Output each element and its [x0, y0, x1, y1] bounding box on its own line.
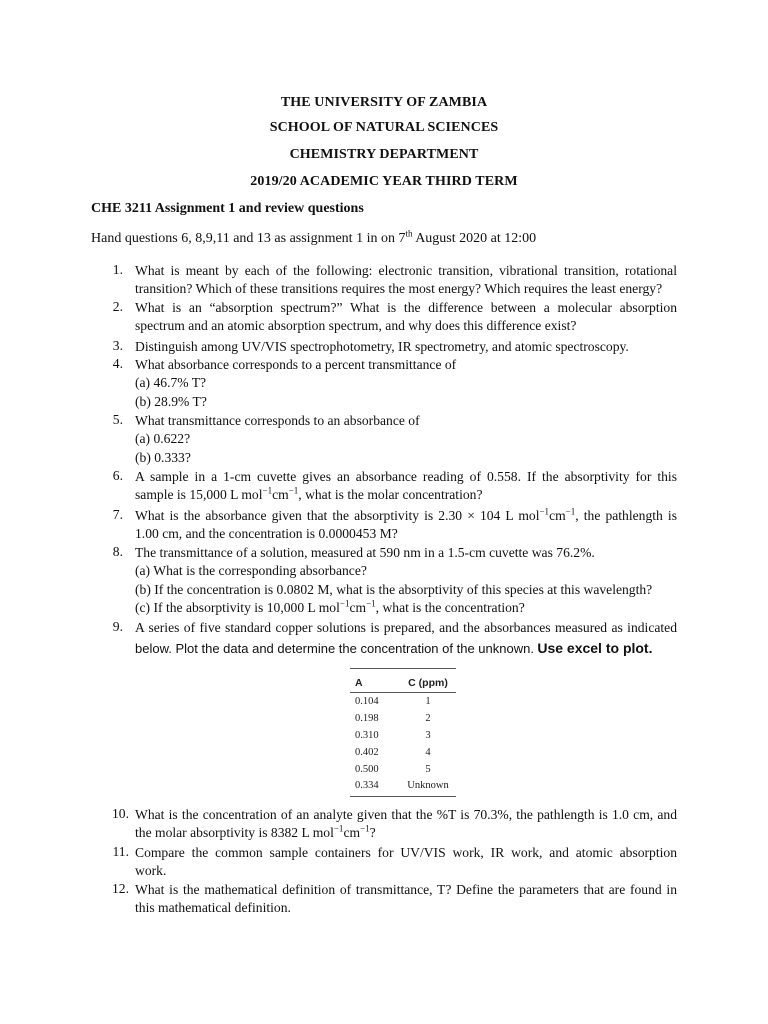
question-number: 1.: [112, 262, 123, 277]
table-cell-concentration: 5: [425, 764, 431, 775]
question-text: [135, 468, 677, 505]
superscript: −1: [333, 823, 344, 834]
table-bottom-rule: [350, 796, 456, 797]
question-part-c: [135, 599, 677, 617]
question-text: [135, 507, 677, 544]
assignment-subtitle: CHE 3211 Assignment 1 and review questions: [91, 201, 364, 216]
superscript: −1: [339, 598, 350, 609]
question-part-a: (a) 0.622?: [135, 431, 191, 447]
text-run: ?: [369, 825, 376, 841]
table-cell-concentration: 1: [425, 696, 431, 707]
question-line: What transmittance corresponds to an absorbance of: [135, 413, 420, 428]
question-line: Distinguish among UV/VIS spectrophotometry, IR spectrometry, and atomic spectroscopy.: [135, 339, 629, 354]
text-run: cm: [272, 487, 289, 503]
question-line: A series of five standard copper solutions is prepared, and the absorbances measured as indicated: [135, 620, 677, 635]
question-number: 7.: [112, 507, 123, 522]
question-part-b: (b) If the concentration is 0.0802 M, what is the absorptivity of this species at this wavelength?: [135, 581, 653, 597]
table-header-rule: [350, 692, 456, 693]
question-line: 1.00 cm, and the concentration is 0.0000453 M?: [135, 526, 398, 542]
university-title: THE UNIVERSITY OF ZAMBIA: [280, 95, 488, 110]
table-header-c: C (ppm): [408, 677, 448, 689]
question-line: [135, 486, 677, 504]
text-run: , what is the molar concentration?: [298, 487, 483, 503]
table-cell-absorbance: 0.104: [355, 696, 379, 707]
question-line: A sample in a 1-cm cuvette gives an absorbance reading of 0.558. If the absorptivity for this: [135, 469, 677, 484]
superscript: −1: [360, 823, 370, 834]
intro-instructions: [91, 228, 537, 247]
question-text: [135, 544, 677, 618]
question-number: 2.: [112, 299, 123, 314]
question-line: [135, 507, 677, 525]
question-text: [135, 412, 677, 467]
question-line: What is the concentration of an analyte given that the %T is 70.3%, the pathlength is 1.0 cm, and: [135, 807, 677, 822]
superscript: −1: [366, 598, 376, 609]
question-text: [135, 356, 677, 411]
term-title: 2019/20 ACADEMIC YEAR THIRD TERM: [250, 174, 518, 189]
superscript: −1: [262, 485, 273, 496]
intro-text-end: August 2020 at 12:00: [412, 231, 537, 246]
question-number: 3.: [112, 338, 123, 353]
question-number: 5.: [112, 412, 123, 427]
superscript: −1: [565, 506, 576, 517]
table-cell-absorbance: 0.310: [355, 730, 379, 741]
intro-text: Hand questions 6, 8,9,11 and 13 as assignment 1 in on 7: [91, 231, 406, 246]
table-cell-absorbance: 0.500: [355, 764, 379, 775]
excel-instruction: Use excel to plot.: [537, 640, 653, 657]
question-line: transition? Which of these transitions requires the most energy? Which requires the least energy?: [135, 281, 663, 297]
table-cell-absorbance: 0.402: [355, 747, 379, 758]
table-cell-absorbance: 0.334: [355, 780, 379, 791]
superscript: −1: [539, 506, 550, 517]
question-text: [135, 881, 677, 918]
question-line: What is an “absorption spectrum?” What is the difference between a molecular absorption: [135, 300, 677, 315]
question-part-b: (b) 0.333?: [135, 449, 191, 465]
question-number: 6.: [112, 468, 123, 483]
question-line: work.: [135, 863, 167, 879]
question-text: [135, 299, 677, 336]
question-text: [135, 619, 677, 659]
text-run: , what is the concentration?: [375, 600, 525, 616]
table-header-a: A: [355, 677, 363, 689]
table-cell-concentration: 4: [425, 747, 431, 758]
question-line: [135, 639, 677, 658]
question-part-b: (b) 28.9% T?: [135, 393, 207, 409]
table-cell-absorbance: 0.198: [355, 713, 379, 724]
text-run: What is the absorbance given that the absorptivity is 2.30 × 104 L mol: [135, 508, 540, 523]
intro-sup: th: [405, 228, 413, 239]
question-number: 8.: [112, 544, 123, 559]
question-line: spectrum and an atomic absorption spectrum, and why does this difference exist?: [135, 318, 577, 334]
question-line: What absorbance corresponds to a percent transmittance of: [135, 357, 457, 372]
text-run: cm: [349, 600, 367, 616]
text-run: cm: [343, 825, 361, 841]
question-line: The transmittance of a solution, measured at 590 nm in a 1.5-cm cuvette was 76.2%.: [135, 545, 595, 560]
text-run: below. Plot the data and determine the concentration of the unknown.: [135, 641, 534, 657]
question-number: 12.: [112, 881, 129, 896]
question-line: What is meant by each of the following: electronic transition, vibrational transition, rotational: [135, 263, 677, 278]
superscript: −1: [288, 485, 299, 496]
text-run: sample is 15,000 L mol: [135, 487, 263, 503]
question-line: What is the mathematical definition of transmittance, T? Define the parameters that are found in: [135, 882, 677, 897]
table-cell-concentration: 3: [425, 730, 431, 741]
text-run: , the pathlength is: [575, 508, 677, 523]
question-line: Compare the common sample containers for UV/VIS work, IR work, and atomic absorption: [135, 845, 677, 860]
table-cell-concentration: Unknown: [407, 780, 449, 791]
question-text: [135, 806, 677, 843]
question-text: [135, 262, 677, 299]
school-title: SCHOOL OF NATURAL SCIENCES: [269, 120, 499, 135]
question-text: [135, 844, 677, 881]
question-line: [135, 824, 677, 842]
text-run: the molar absorptivity is 8382 L mol: [135, 825, 334, 841]
question-text: [135, 338, 677, 356]
question-part-a: (a) 46.7% T?: [135, 375, 207, 391]
text-run: (c) If the absorptivity is 10,000 L mol: [135, 600, 340, 616]
question-number: 10.: [112, 806, 129, 821]
question-number: 11.: [112, 844, 129, 859]
department-title: CHEMISTRY DEPARTMENT: [289, 147, 479, 162]
question-line: this mathematical definition.: [135, 900, 291, 916]
table-top-rule: [350, 668, 456, 669]
question-number: 4.: [112, 356, 123, 371]
table-cell-concentration: 2: [425, 713, 431, 724]
text-run: cm: [549, 508, 566, 523]
question-part-a: (a) What is the corresponding absorbance?: [135, 563, 367, 579]
question-number: 9.: [112, 619, 123, 634]
